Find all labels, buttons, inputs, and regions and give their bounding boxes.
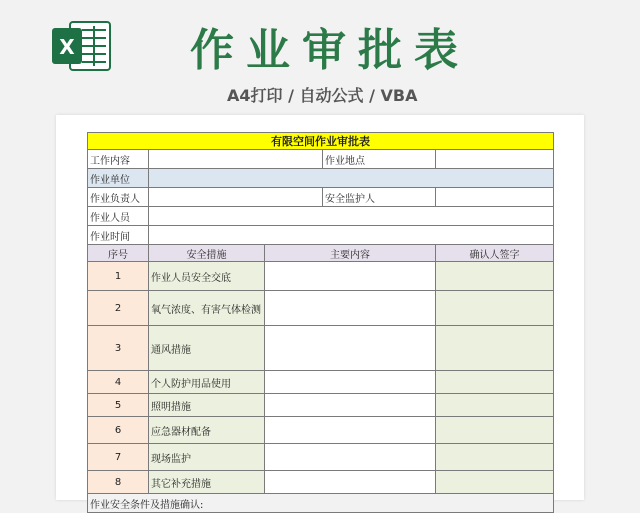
work-location-cell[interactable] [436,150,554,169]
row-measure: 应急器材配备 [149,417,265,444]
safety-guardian-cell[interactable] [436,188,554,207]
safety-confirmation-label: 作业安全条件及措施确认: [88,494,554,513]
row-signature[interactable] [436,262,554,291]
page-subtitle: A4打印 / 自动公式 / VBA [227,86,418,105]
row-signature[interactable] [436,444,554,471]
row-content[interactable] [265,471,436,494]
svg-text:X: X [59,35,75,59]
row-number: 5 [88,394,149,417]
col-header-content: 主要内容 [265,245,436,262]
table-row [88,262,554,291]
spreadsheet-sheet [56,115,584,511]
table-row [88,417,554,444]
row-number: 1 [88,262,149,291]
work-content-cell[interactable] [149,150,323,169]
row-number: 7 [88,444,149,471]
approval-table [87,132,554,513]
row-content[interactable] [265,262,436,291]
row-number: 3 [88,326,149,371]
col-header-signature: 确认人签字 [436,245,554,262]
col-header-measure: 安全措施 [149,245,265,262]
row-content[interactable] [265,291,436,326]
row-measure: 氧气浓度、有害气体检测 [149,291,265,326]
safety-guardian-label: 安全监护人 [323,188,436,207]
work-time-cell[interactable] [149,226,554,245]
page-title: 作业审批表 [190,25,470,76]
table-row [88,371,554,394]
row-measure: 个人防护用品使用 [149,371,265,394]
row-content[interactable] [265,326,436,371]
approval-form [87,132,553,511]
row-measure: 通风措施 [149,326,265,371]
table-row [88,394,554,417]
row-signature[interactable] [436,291,554,326]
row-signature[interactable] [436,326,554,371]
table-row [88,471,554,494]
row-measure: 其它补充措施 [149,471,265,494]
row-content[interactable] [265,417,436,444]
row-number: 6 [88,417,149,444]
row-number: 4 [88,371,149,394]
work-location-label: 作业地点 [323,150,436,169]
work-content-label: 工作内容 [88,150,149,169]
row-content[interactable] [265,394,436,417]
table-row [88,291,554,326]
work-leader-label: 作业负责人 [88,188,149,207]
row-measure: 现场监护 [149,444,265,471]
workers-label: 作业人员 [88,207,149,226]
row-measure: 照明措施 [149,394,265,417]
table-row [88,326,554,371]
row-signature[interactable] [436,471,554,494]
row-measure: 作业人员安全交底 [149,262,265,291]
row-signature[interactable] [436,394,554,417]
work-time-label: 作业时间 [88,226,149,245]
row-signature[interactable] [436,417,554,444]
work-leader-cell[interactable] [149,188,323,207]
row-number: 2 [88,291,149,326]
sheet-title: 有限空间作业审批表 [88,133,554,150]
workers-cell[interactable] [149,207,554,226]
row-content[interactable] [265,371,436,394]
excel-logo-icon [50,18,112,74]
row-content[interactable] [265,444,436,471]
work-unit-label: 作业单位 [88,169,149,188]
row-signature[interactable] [436,371,554,394]
work-unit-cell[interactable] [149,169,554,188]
row-number: 8 [88,471,149,494]
table-row [88,444,554,471]
col-header-no: 序号 [88,245,149,262]
